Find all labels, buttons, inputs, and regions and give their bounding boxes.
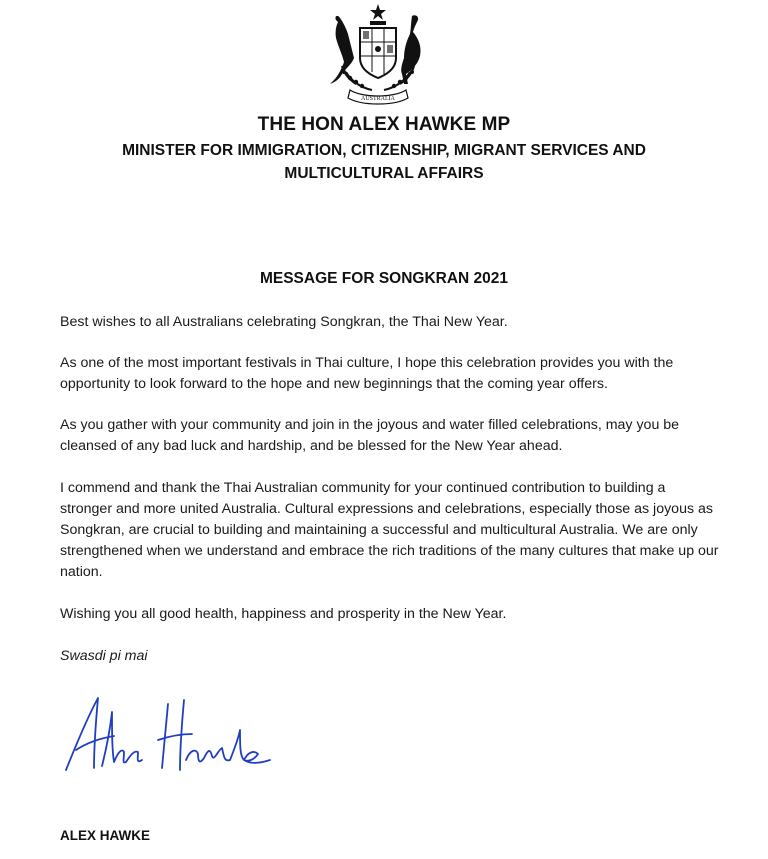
paragraph-festival: As one of the most important festivals in Thai culture, I hope this celebration provides you with the opportunity to look forward to the hope and new beginnings that the coming year offers. (60, 355, 674, 392)
paragraph-greeting: Best wishes to all Australians celebrating Songkran, the Thai New Year. (60, 314, 508, 330)
coat-of-arms-emblem (316, 2, 440, 106)
message-heading: MESSAGE FOR SONGKRAN 2021 (259, 270, 509, 287)
minister-name: THE HON ALEX HAWKE MP (257, 114, 511, 135)
paragraph-wishes: Wishing you all good health, happiness and prosperity in the New Year. (60, 606, 507, 622)
commonwealth-star-icon (370, 4, 386, 20)
paragraph-blessing: As you gather with your community and join in the joyous and water filled celebrations, may you be cleansed of any bad luck and hardship, and be blessed for the New Year ahead. (60, 417, 680, 454)
handwritten-signature (58, 690, 278, 780)
minister-title-line-2: MULTICULTURAL AFFAIRS (284, 165, 484, 182)
minister-title-line-1: MINISTER FOR IMMIGRATION, CITIZENSHIP, MIGRANT SERVICES AND (122, 142, 646, 159)
signer-name: ALEX HAWKE (60, 828, 151, 843)
kangaroo-icon (330, 16, 354, 84)
closing-greeting: Swasdi pi mai (60, 648, 148, 664)
motto-text: AUSTRALIA (361, 96, 395, 102)
paragraph-community: I commend and thank the Thai Australian community for your continued contribution to building a stronger and more united Australia. Cultural expressions and celebrations, especially those as joyous as Songkran, are crucial to building and maintaining a successful and multicultural Australia. We are only strengthened when we understand and embrace the rich traditions of the many cultures that make up our nation. (60, 480, 719, 580)
